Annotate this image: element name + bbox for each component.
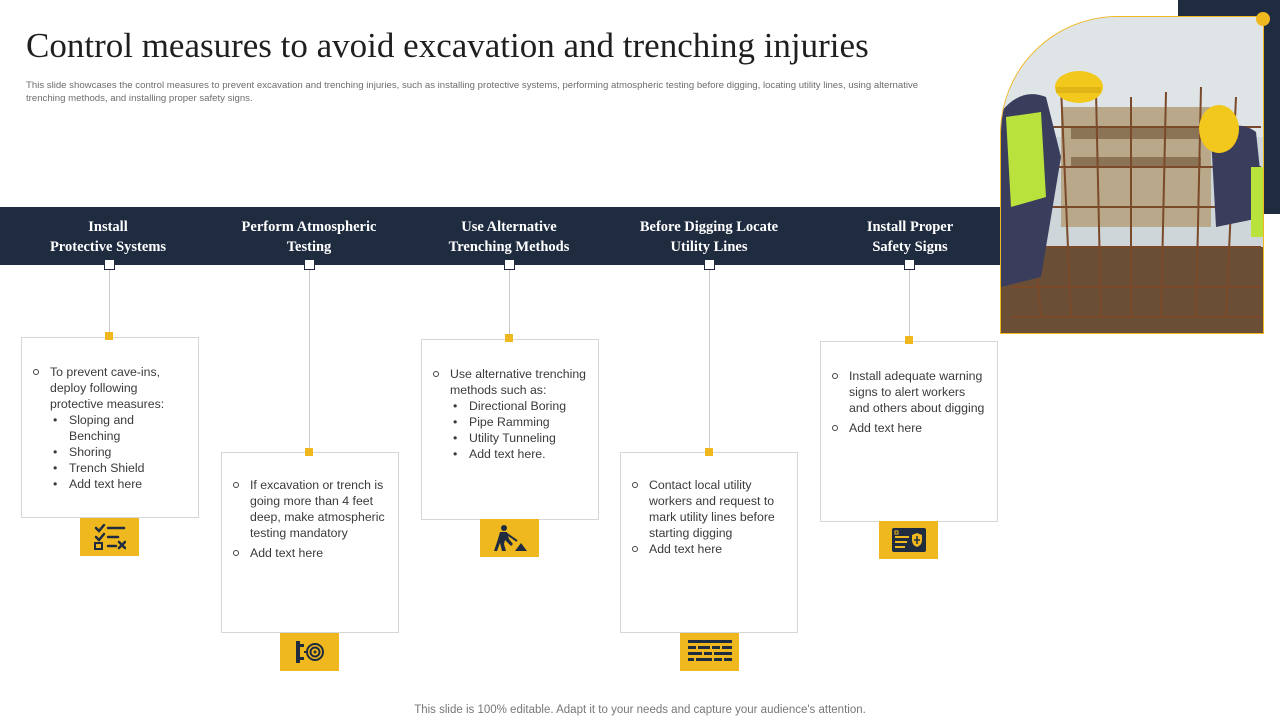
utility-lines-icon (680, 633, 739, 671)
list-item: • Sloping and Benching (32, 412, 188, 444)
step-title-safety-signs: Install Proper Safety Signs (866, 219, 954, 255)
list-item: To prevent cave-ins, deploy following protective measures: (32, 364, 188, 412)
digging-worker-icon (480, 519, 539, 557)
connector-dot (305, 448, 313, 456)
connector-line (709, 270, 710, 454)
list-item: Add text here (232, 545, 388, 561)
list-item: • Shoring (32, 444, 188, 460)
list-item: Use alternative trenching methods such as: (432, 366, 588, 398)
step-marker (504, 259, 515, 270)
slide-title: Control measures to avoid excavation and trenching injuries (26, 26, 869, 65)
construction-photo (1000, 16, 1264, 334)
gas-sensor-icon (280, 633, 339, 671)
list-item: • Trench Shield (32, 460, 188, 476)
list-item: • Add text here. (432, 446, 588, 462)
connector-dot (505, 334, 513, 342)
card-atmospheric-testing (221, 452, 399, 633)
step-marker (904, 259, 915, 270)
connector-dot (905, 336, 913, 344)
safety-sign-icon (879, 521, 938, 559)
list-item: If excavation or trench is going more than 4 feet deep, make atmospheric testing mandatory (232, 477, 388, 541)
connector-line (509, 270, 510, 340)
connector-dot (705, 448, 713, 456)
list-item: Add text here (831, 420, 987, 436)
list-item: • Directional Boring (432, 398, 588, 414)
connector-dot (105, 332, 113, 340)
step-title-protective-systems: Install Protective Systems (49, 219, 167, 255)
step-title-atmospheric-testing: Perform Atmospheric Testing (241, 219, 377, 255)
list-item: • Utility Tunneling (432, 430, 588, 446)
step-title-locate-utility-lines: Before Digging Locate Utility Lines (639, 219, 779, 255)
step-marker (104, 259, 115, 270)
card-alternative-methods (421, 339, 599, 520)
card-locate-utility-lines (620, 452, 798, 633)
card-safety-signs (820, 341, 998, 522)
step-marker (304, 259, 315, 270)
connector-line (909, 270, 910, 342)
checklist-icon (80, 518, 139, 556)
list-item: Install adequate warning signs to alert workers and others about digging (831, 368, 987, 416)
connector-line (309, 270, 310, 454)
accent-dot (1256, 12, 1270, 26)
slide-subtitle: This slide showcases the control measures to prevent excavation and trenching injuries, such as installing protective systems, performing atmospheric testing before digging, locating utility lines, using alternative trenching methods, and installing proper safety signs. (26, 80, 919, 104)
connector-line (109, 270, 110, 338)
card-protective-systems (21, 337, 199, 518)
step-marker (704, 259, 715, 270)
step-title-alternative-methods: Use Alternative Trenching Methods (448, 219, 570, 255)
list-item: • Add text here (32, 476, 188, 492)
footer-note: This slide is 100% editable. Adapt it to your needs and capture your audience's attention. (414, 704, 866, 716)
list-item: Add text here (631, 541, 787, 557)
list-item: • Pipe Ramming (432, 414, 588, 430)
list-item: Contact local utility workers and request to mark utility lines before starting digging (631, 477, 787, 541)
